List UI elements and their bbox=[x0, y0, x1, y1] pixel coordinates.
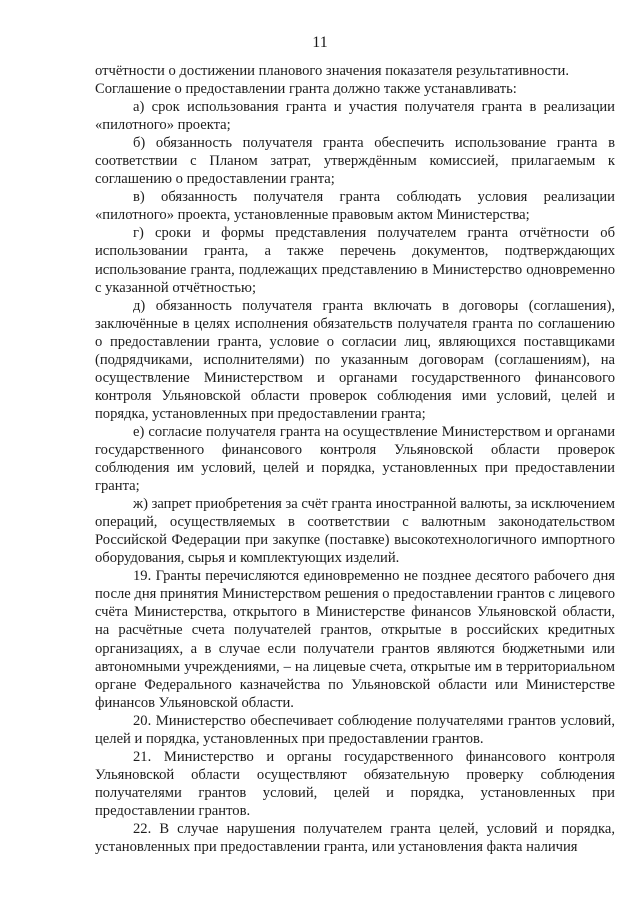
page-number: 11 bbox=[312, 34, 328, 51]
paragraph-clause-22: 22. В случае нарушения получателем гранта целей, условий и порядка, установленных при предоставлении гранта, или установления факта наличия bbox=[95, 820, 615, 856]
paragraph-item-d: д) обязанность получателя гранта включать в договоры (соглашения), заключённые в целях исполнения обязательств получателя гранта по соглашению о предоставлении гранта, условие о согласии лиц, являющихся поставщиками (подрядчиками, исполнителями) по указанным договорам (соглашениям), на осуществление Министерством и органами государственного финансового контроля Ульяновской области проверок соблюдения ими условий, целей и порядка, установленных при предоставлении гранта; bbox=[95, 297, 615, 422]
paragraph-item-zh: ж) запрет приобретения за счёт гранта иностранной валюты, за исключением операций, осуществляемых в соответствии с валютным законодательством Российской Федерации при закупке (поставке) высокотехнологичного импортного оборудования, сырья и комплектующих изделий. bbox=[95, 496, 615, 567]
paragraph-clause-19: 19. Гранты перечисляются единовременно не позднее десятого рабочего дня после дня принятия Министерством решения о предоставлении грантов с лицевого счёта Министерства, открытого в Министерстве финансов Ульяновской области, на расчётные счета получателей грантов, открытые в российских кредитных организациях, а в случае если получатели грантов являются бюджетными или автономными учреждениями, – на лицевые счета, открытые им в территориальном органе Федерального казначейства по Ульяновской области или Министерстве финансов Ульяновской области. bbox=[95, 568, 615, 711]
paragraph-report-continuation: отчётности о достижении планового значения показателя результативности. bbox=[95, 63, 569, 79]
paragraph-item-g: г) сроки и формы представления получателем гранта отчётности об использовании гранта, а также перечень документов, подтверждающих использование гранта, подлежащих представлению в Министерство одновременно с указанной отчётностью; bbox=[95, 225, 615, 296]
paragraph-agreement-intro: Соглашение о предоставлении гранта должно также устанавливать: bbox=[95, 81, 517, 98]
paragraph-item-e: е) согласие получателя гранта на осуществление Министерством и органами государственного финансового контроля Ульяновской области проверок соблюдения им условий, целей и порядка, установленных при предоставлении гранта; bbox=[95, 423, 615, 495]
paragraph-clause-21: 21. Министерство и органы государственного финансового контроля Ульяновской области осуществляют обязательную проверку соблюдения получателями грантов условий, целей и порядка, установленных при предоставлении грантов. bbox=[95, 748, 615, 819]
paragraph-clause-20: 20. Министерство обеспечивает соблюдение получателями грантов условий, целей и порядка, установленных при предоставлении грантов. bbox=[95, 712, 615, 747]
paragraph-item-b: б) обязанность получателя гранта обеспечить использование гранта в соответствии с Планом затрат, утверждённым комиссией, прилагаемым к соглашению о предоставлении гранта; bbox=[95, 135, 615, 188]
paragraph-item-a: а) срок использования гранта и участия получателя гранта в реализации «пилотного» проекта; bbox=[95, 99, 615, 134]
paragraph-item-v: в) обязанность получателя гранта соблюдать условия реализации «пилотного» проекта, установленные правовым актом Министерства; bbox=[95, 189, 615, 224]
document-body bbox=[95, 62, 615, 856]
